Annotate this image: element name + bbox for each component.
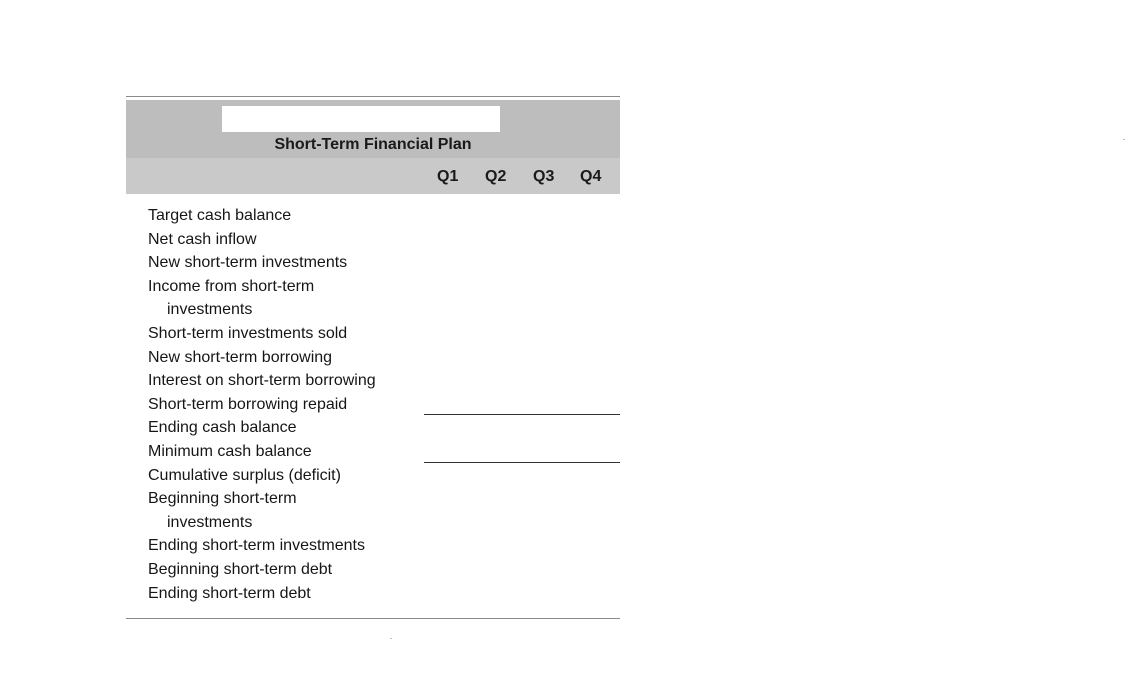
row-label: Interest on short-term borrowing <box>148 372 376 390</box>
row-label: New short-term borrowing <box>148 348 333 366</box>
row-label: New short-term investments <box>148 254 348 272</box>
table-header <box>126 100 620 194</box>
row-label: Beginning short-term <box>148 490 297 508</box>
row-label: Beginning short-term debt <box>148 560 333 578</box>
row-label: Cumulative surplus (deficit) <box>148 466 341 484</box>
row-labels <box>148 204 376 605</box>
row-label: Net cash inflow <box>148 230 257 248</box>
scan-speck <box>1123 139 1125 140</box>
table-title: Short-Term Financial Plan <box>274 136 472 153</box>
row-label: Ending cash balance <box>148 419 297 437</box>
row-label: Income from short-term <box>148 277 315 295</box>
subtotal-line <box>424 462 620 463</box>
row-label: Ending short-term investments <box>148 537 365 555</box>
column-header-q2: Q2 <box>485 168 507 185</box>
bottom-rule <box>126 618 620 619</box>
row-label: Target cash balance <box>148 207 292 224</box>
blank-box <box>222 106 500 132</box>
column-header-q4: Q4 <box>580 168 602 185</box>
subtotal-line <box>424 414 620 415</box>
scan-speck <box>390 638 392 639</box>
row-label-continued: investments <box>167 301 253 319</box>
row-label: Minimum cash balance <box>148 442 312 460</box>
row-label-continued: investments <box>167 513 253 531</box>
row-label: Short-term investments sold <box>148 324 348 342</box>
column-header-q1: Q1 <box>437 168 459 185</box>
top-rule <box>126 96 620 97</box>
financial-plan-table <box>126 96 620 602</box>
row-label: Short-term borrowing repaid <box>148 395 348 413</box>
row-label: Ending short-term debt <box>148 584 311 602</box>
column-header-q3: Q3 <box>533 168 555 185</box>
